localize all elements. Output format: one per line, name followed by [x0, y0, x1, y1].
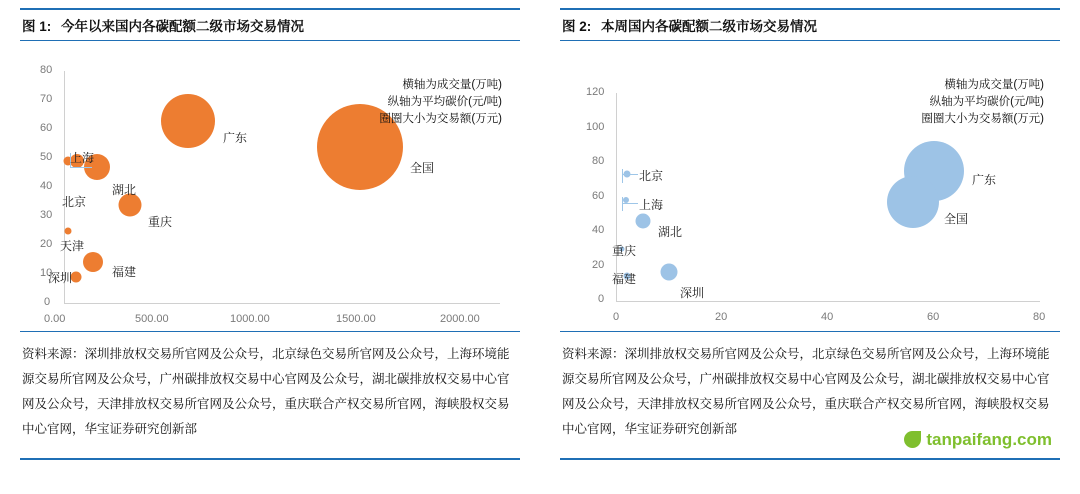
figure-1-chart — [20, 41, 520, 332]
figure-1-note — [379, 77, 502, 128]
figure-2-title: 本周国内各碳配额二级市场交易情况 — [601, 19, 818, 34]
figure-2-x-tick-2: 40 — [821, 311, 834, 323]
figure-2-leader-shanghai-v — [622, 197, 623, 211]
figure-2-label-shanghai: 上海 — [639, 198, 664, 212]
figure-1-leader-shanghai — [70, 167, 92, 168]
figure-2-x-tick-1: 20 — [715, 311, 728, 323]
figure-1-note-line-1: 纵轴为平均碳价(元/吨) — [387, 96, 502, 108]
figure-1-title-bar — [20, 8, 520, 41]
figure-2-bubble-quanguo — [887, 176, 939, 228]
figure-2-label-fujian: 福建 — [612, 272, 637, 286]
figure-1-plot-area — [20, 41, 520, 331]
figure-1-x-tick-1: 500.00 — [135, 313, 169, 325]
figure-2-title-bar — [560, 8, 1060, 41]
figure-1-label-hubei: 湖北 — [112, 183, 137, 197]
figure-2-note — [921, 77, 1044, 128]
figure-1-title: 今年以来国内各碳配额二级市场交易情况 — [61, 19, 305, 34]
watermark-text: tanpaifang.com — [926, 430, 1052, 449]
figure-1-label-shenzhen: 深圳 — [48, 271, 73, 285]
figure-1-y-tick-3: 30 — [40, 209, 53, 221]
figure-2-label-shenzhen: 深圳 — [680, 286, 705, 300]
figure-2-x-tick-0: 0 — [613, 311, 620, 323]
figure-2-label-quanguo: 全国 — [944, 212, 969, 226]
figure-1-label-guangdong: 广东 — [223, 131, 248, 145]
figure-1-x-tick-4: 2000.00 — [440, 313, 480, 325]
figure-1-x-tick-2: 1000.00 — [230, 313, 270, 325]
leaf-icon — [904, 431, 921, 448]
figure-2-y-tick-4: 80 — [592, 155, 605, 167]
figure-2-x-tick-3: 60 — [927, 311, 940, 323]
figure-1-note-line-2: 圈圈大小为交易额(万元) — [379, 113, 502, 125]
figure-2-y-tick-6: 120 — [586, 86, 605, 98]
figure-1-bubble-shenzhen — [71, 272, 82, 283]
figure-2-y-tick-3: 60 — [592, 190, 605, 202]
figure-1-y-tick-7: 70 — [40, 93, 53, 105]
figure-1-y-tick-1: 10 — [40, 267, 53, 279]
figure-1-label-shanghai: 上海 — [70, 151, 95, 165]
figure-2-leader-beijing-h — [622, 174, 638, 175]
figure-1-bubble-tianjin — [65, 228, 72, 235]
figure-1-x-tick-0: 0.00 — [44, 313, 66, 325]
figure-2-plot-area — [560, 41, 1060, 331]
figure-1-label-chongqing: 重庆 — [148, 215, 173, 229]
figure-1-bubble-guangdong — [161, 94, 215, 148]
figure-1-note-line-0: 横轴为成交量(万吨) — [402, 79, 502, 91]
figure-1-label-fujian: 福建 — [112, 265, 137, 279]
figure-1-y-tick-6: 60 — [40, 122, 53, 134]
figure-2-chart — [560, 41, 1060, 332]
figure-2-y-tick-0: 0 — [598, 293, 605, 305]
figure-2-leader-shanghai-h — [622, 203, 638, 204]
figure-1-y-tick-2: 20 — [40, 238, 53, 250]
figure-2-note-line-0: 横轴为成交量(万吨) — [944, 79, 1044, 91]
figure-1-y-tick-8: 80 — [40, 64, 53, 76]
figure-1-number: 图 1: — [22, 19, 52, 34]
figure-2-y-tick-5: 100 — [586, 121, 605, 133]
figure-2-label-chongqing: 重庆 — [612, 244, 637, 258]
figure-2-bubble-hubei — [636, 214, 651, 229]
figure-2-label-hubei: 湖北 — [658, 225, 683, 239]
figure-2-source — [560, 332, 1060, 460]
figure-2-x-tick-4: 80 — [1033, 311, 1046, 323]
figure-1-source-text: 资料来源：深圳排放权交易所官网及公众号，北京绿色交易所官网及公众号，上海环境能源交易所官网及公众号，广州碳排放权交易中心官网及公众号，湖北碳排放权交易中心官网及公众号，天津排放权交易所官网及公众号，重庆联合产权交易所官网，海峡股权交易中心官网，华宝证券研究创新部 — [22, 347, 510, 436]
figure-1-y-tick-4: 40 — [40, 180, 53, 192]
watermark — [904, 427, 1052, 452]
figure-2-y-tick-1: 20 — [592, 259, 605, 271]
figure-1-x-tick-3: 1500.00 — [336, 313, 376, 325]
figure-2-source-text: 资料来源：深圳排放权交易所官网及公众号，北京绿色交易所官网及公众号，上海环境能源交易所官网及公众号，广州碳排放权交易中心官网及公众号，湖北碳排放权交易中心官网及公众号，天津排放权交易所官网及公众号，重庆联合产权交易所官网，海峡股权交易中心官网，华宝证券研究创新部 — [562, 347, 1050, 436]
figure-2-bubble-shenzhen — [661, 264, 678, 281]
figure-2-y-tick-2: 40 — [592, 224, 605, 236]
figure-1-label-beijing: 北京 — [62, 195, 87, 209]
figure-1-bubble-fujian — [83, 252, 103, 272]
figure-2-label-beijing: 北京 — [639, 169, 664, 183]
figure-2-number: 图 2: — [562, 19, 592, 34]
figure-1-y-tick-5: 50 — [40, 151, 53, 163]
figure-1-source — [20, 332, 520, 460]
figure-1-x-axis — [64, 303, 500, 304]
figure-2-note-line-1: 纵轴为平均碳价(元/吨) — [929, 96, 1044, 108]
figure-1-label-quanguo: 全国 — [410, 161, 435, 175]
figure-1-y-tick-0: 0 — [44, 296, 51, 308]
figure-1-label-tianjin: 天津 — [60, 239, 85, 253]
figure-2-note-line-2: 圈圈大小为交易额(万元) — [921, 113, 1044, 125]
figure-2-x-axis — [616, 301, 1040, 302]
figure-2-label-guangdong: 广东 — [972, 173, 997, 187]
figure-panel-2 — [540, 0, 1080, 494]
figure-2-leader-beijing-v — [622, 169, 623, 183]
